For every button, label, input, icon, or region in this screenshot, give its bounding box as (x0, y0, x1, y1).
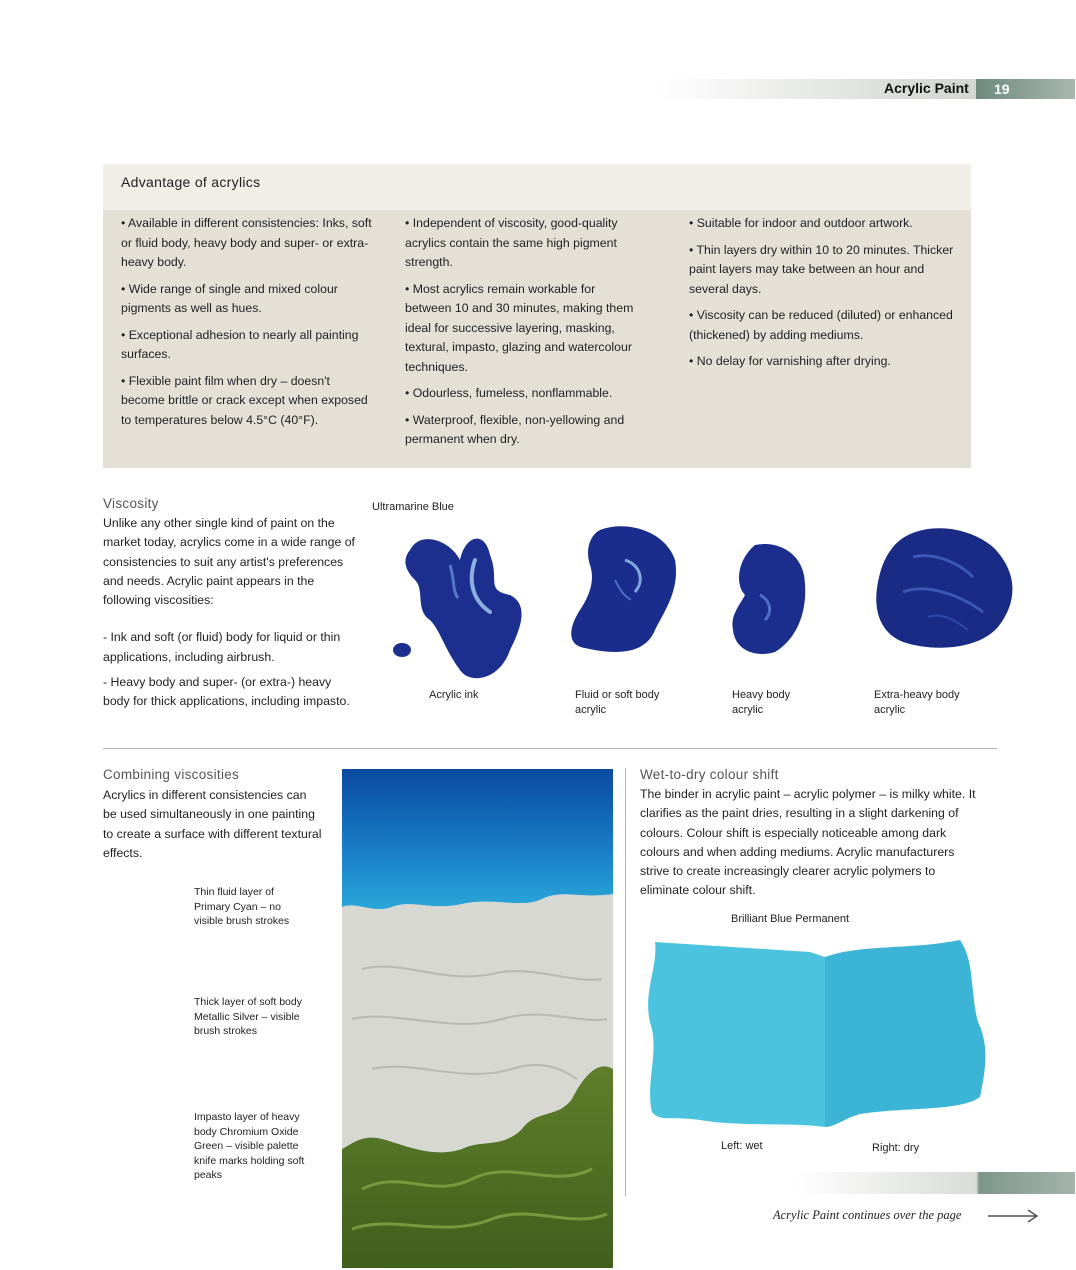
brilliant-blue-label: Brilliant Blue Permanent (731, 913, 850, 925)
arrow-right-icon (988, 1208, 1040, 1224)
layered-painting-image (342, 769, 613, 1268)
advantage-item: • Odourless, fumeless, nonflammable. (405, 386, 613, 400)
ultramarine-label: Ultramarine Blue (372, 501, 454, 513)
layer-note-silver: Thick layer of soft body Metallic Silver – visible brush strokes (194, 996, 302, 1037)
wet-dry-body: The binder in acrylic paint – acrylic polymer – is milky white. It clarifies as the paint dries, resulting in a slight darkening of colours. Colour shift is especially noticeable among dark colours and when adding mediums. Acrylic manufacturers strive to create increasingly clearer acrylic polymers to eliminate colour shift. (640, 787, 976, 898)
advantage-item: • Most acrylics remain workable for between 10 and 30 minutes, making them ideal for successive layering, masking, textural, impasto, glazing and watercolour techniques. (405, 281, 634, 374)
advantage-item: • Viscosity can be reduced (diluted) or enhanced (thickened) by adding mediums. (689, 308, 953, 342)
wet-dry-swatch (640, 932, 995, 1132)
advantages-column-3 (689, 214, 954, 379)
continued-note: Acrylic Paint continues over the page (773, 1208, 962, 1222)
swatch-caption: Fluid or soft body acrylic (575, 689, 660, 716)
advantages-column-2 (405, 214, 640, 457)
viscosity-item: - Ink and soft (or fluid) body for liquid or thin applications, including airbrush. (103, 630, 341, 664)
advantage-item: • Independent of viscosity, good-quality acrylics contain the same high pigment strength. (405, 216, 618, 269)
advantages-column-1 (121, 214, 376, 437)
footer-bar (793, 1172, 1075, 1194)
dry-label: Right: dry (872, 1142, 920, 1154)
advantage-item: • Wide range of single and mixed colour pigments as well as hues. (121, 281, 338, 315)
advantage-item: • Flexible paint film when dry – doesn't become brittle or crack except when exposed to temperatures below 4.5°C (40°F). (121, 373, 368, 427)
wet-dry-title: Wet-to-dry colour shift (640, 767, 779, 782)
swatch-caption: Extra-heavy body acrylic (874, 689, 960, 716)
fluid-body-swatch (565, 520, 680, 660)
combining-title: Combining viscosities (103, 767, 240, 782)
advantage-item: • Available in different consistencies: Inks, soft or fluid body, heavy body and super- or extra-heavy body. (121, 216, 372, 269)
advantage-item: • Suitable for indoor and outdoor artwork. (689, 216, 913, 230)
swatch-caption: Heavy body acrylic (732, 689, 791, 716)
layer-note-green: Impasto layer of heavy body Chromium Oxide Green – visible palette knife marks holding soft peaks (194, 1111, 305, 1181)
advantages-title: Advantage of acrylics (121, 174, 261, 190)
wet-label: Left: wet (721, 1140, 763, 1152)
advantage-item: • Waterproof, flexible, non-yellowing and permanent when dry. (405, 412, 625, 446)
section-divider (103, 748, 997, 749)
extra-heavy-body-swatch (873, 522, 1018, 652)
acrylic-ink-swatch (390, 520, 530, 685)
combining-body: Acrylics in different consistencies can be used simultaneously in one painting to create a surface with different textural effects. (103, 788, 322, 860)
viscosity-item: - Heavy body and super- (or extra-) heavy body for thick applications, including impasto. (103, 675, 350, 709)
advantage-item: • Thin layers dry within 10 to 20 minutes. Thicker paint layers may take between an hour and several days. (689, 242, 954, 296)
advantage-item: • Exceptional adhesion to nearly all painting surfaces. (121, 327, 359, 361)
advantage-item: • No delay for varnishing after drying. (689, 354, 891, 368)
viscosity-intro: Unlike any other single kind of paint on the market today, acrylics come in a wide range of consistencies to suit any artist's preferences and needs. Acrylic paint appears in the following viscosities: (103, 516, 355, 608)
column-divider (625, 768, 626, 1196)
layer-note-cyan: Thin fluid layer of Primary Cyan – no visible brush strokes (194, 886, 290, 927)
viscosity-body (103, 514, 358, 712)
heavy-body-swatch (725, 540, 810, 660)
page-number: 19 (976, 79, 1075, 99)
swatch-caption: Acrylic ink (429, 689, 479, 701)
viscosity-title: Viscosity (103, 496, 159, 511)
running-header-title: Acrylic Paint (884, 80, 969, 96)
